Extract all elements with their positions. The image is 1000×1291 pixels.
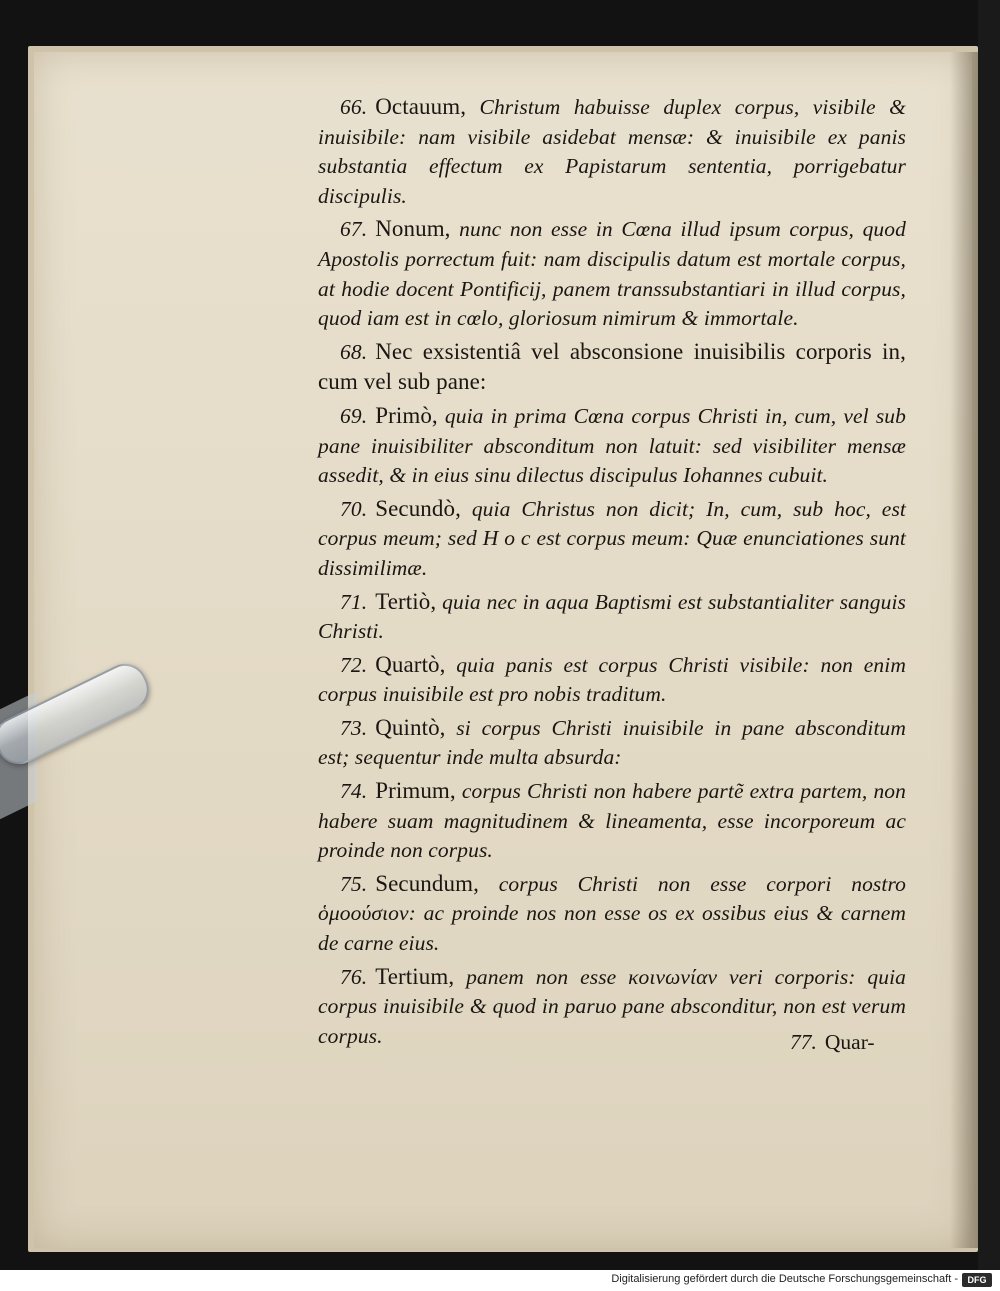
catchword-number: 77. xyxy=(790,1030,817,1054)
page-text xyxy=(318,92,906,1054)
paragraph-text: quia Christus non dicit; In, cum, sub hoc, est corpus meum; sed H o c est corpus meum: Quæ enunciationes sunt dissimilimæ. xyxy=(318,496,906,580)
paragraph-number: 72. xyxy=(340,652,368,677)
paragraph-text: si corpus Christi inuisibile in pane absconditum est; sequentur inde multa absurda: xyxy=(318,715,906,770)
paragraph-number: 68. xyxy=(340,339,368,364)
paragraph-text: quia nec in aqua Baptismi est substantialiter sanguis Christi. xyxy=(318,589,906,644)
paragraph-keyword: Primum, xyxy=(375,778,456,804)
paragraph-72 xyxy=(318,650,906,710)
footer-bar xyxy=(0,1270,1000,1291)
paragraph-70 xyxy=(318,494,906,584)
paragraph-67 xyxy=(318,214,906,333)
paragraph-66 xyxy=(318,92,906,211)
paragraph-keyword: Tertiò, xyxy=(375,588,437,614)
paragraph-text: nunc non esse in Cœna illud ipsum corpus, quod Apostolis porrectum fuit: nam discipulis datum est mortale corpus, at hodie docent Pontificij, panem transsubstantiari in illud corpus, quod iam est in cœlo, gloriosum nimirum & immortale. xyxy=(318,217,906,331)
paragraph-69 xyxy=(318,401,906,491)
paragraph-text: corpus Christi non esse corpori nostro ὁμοούσιον: ac proinde nos non esse os ex ossibus eius & carnem de carne eius. xyxy=(318,871,906,956)
paragraph-number: 75. xyxy=(340,871,368,896)
paragraph-number: 76. xyxy=(340,964,368,989)
paragraph-text: panem non esse κοινωνίαν veri corporis: quia corpus inuisibile & quod in paruo pane absconditur, non est verum corpus. xyxy=(318,964,906,1048)
paragraph-keyword: Quartò, xyxy=(375,651,446,677)
paragraph-text: quia panis est corpus Christi visibile: non enim corpus inuisibile est pro nobis traditum. xyxy=(318,652,906,707)
paragraph-71 xyxy=(318,587,906,647)
paragraph-number: 69. xyxy=(340,403,368,428)
paragraph-75 xyxy=(318,869,906,959)
paragraph-text: corpus Christi non habere partẽ extra partem, non habere suam magnitudinem & lineamenta, esse incorporeum ac proinde non corpus. xyxy=(318,779,907,863)
paragraph-keyword: Tertium, xyxy=(375,963,455,989)
paragraph-number: 70. xyxy=(340,496,368,521)
paragraph-73 xyxy=(318,713,906,773)
paragraph-number: 73. xyxy=(340,715,368,740)
dfg-logo: DFG xyxy=(962,1273,992,1287)
gutter-shadow xyxy=(950,52,978,1248)
paragraph-68 xyxy=(318,337,906,398)
paragraph-keyword: Nec exsistentiâ vel absconsione inuisibilis corporis in, cum vel sub pane: xyxy=(318,338,906,395)
paragraph-keyword: Octauum, xyxy=(375,94,467,119)
catchword xyxy=(790,1030,875,1055)
paragraph-74 xyxy=(318,776,906,866)
paragraph-keyword: Secundum, xyxy=(375,870,479,896)
paragraph-keyword: Quintò, xyxy=(375,714,446,740)
paragraph-keyword: Secundò, xyxy=(375,495,461,521)
book-spine xyxy=(978,0,1000,1270)
paragraph-keyword: Nonum, xyxy=(375,216,451,242)
paragraph-text: Christum habuisse duplex corpus, visibile & inuisibile: nam visibile asidebat mensæ: & inuisibile ex panis substantia effectum ex Papistarum sententia, porrigebatur discipulis. xyxy=(318,95,906,208)
paragraph-number: 74. xyxy=(340,779,368,804)
paragraph-number: 71. xyxy=(340,589,368,614)
paragraph-keyword: Primò, xyxy=(375,402,438,428)
paragraph-number: 66. xyxy=(340,95,368,119)
paragraph-number: 67. xyxy=(340,217,368,242)
funding-credit: Digitalisierung gefördert durch die Deutsche Forschungsgemeinschaft - xyxy=(611,1273,958,1285)
catchword-text: Quar- xyxy=(824,1030,875,1054)
paragraph-text: quia in prima Cœna corpus Christi in, cum, vel sub pane inuisibiliter absconditum non latuit: sed visibiliter mensæ assedit, & in eius sinu dilectus discipulus Iohannes cubuit. xyxy=(318,403,907,488)
